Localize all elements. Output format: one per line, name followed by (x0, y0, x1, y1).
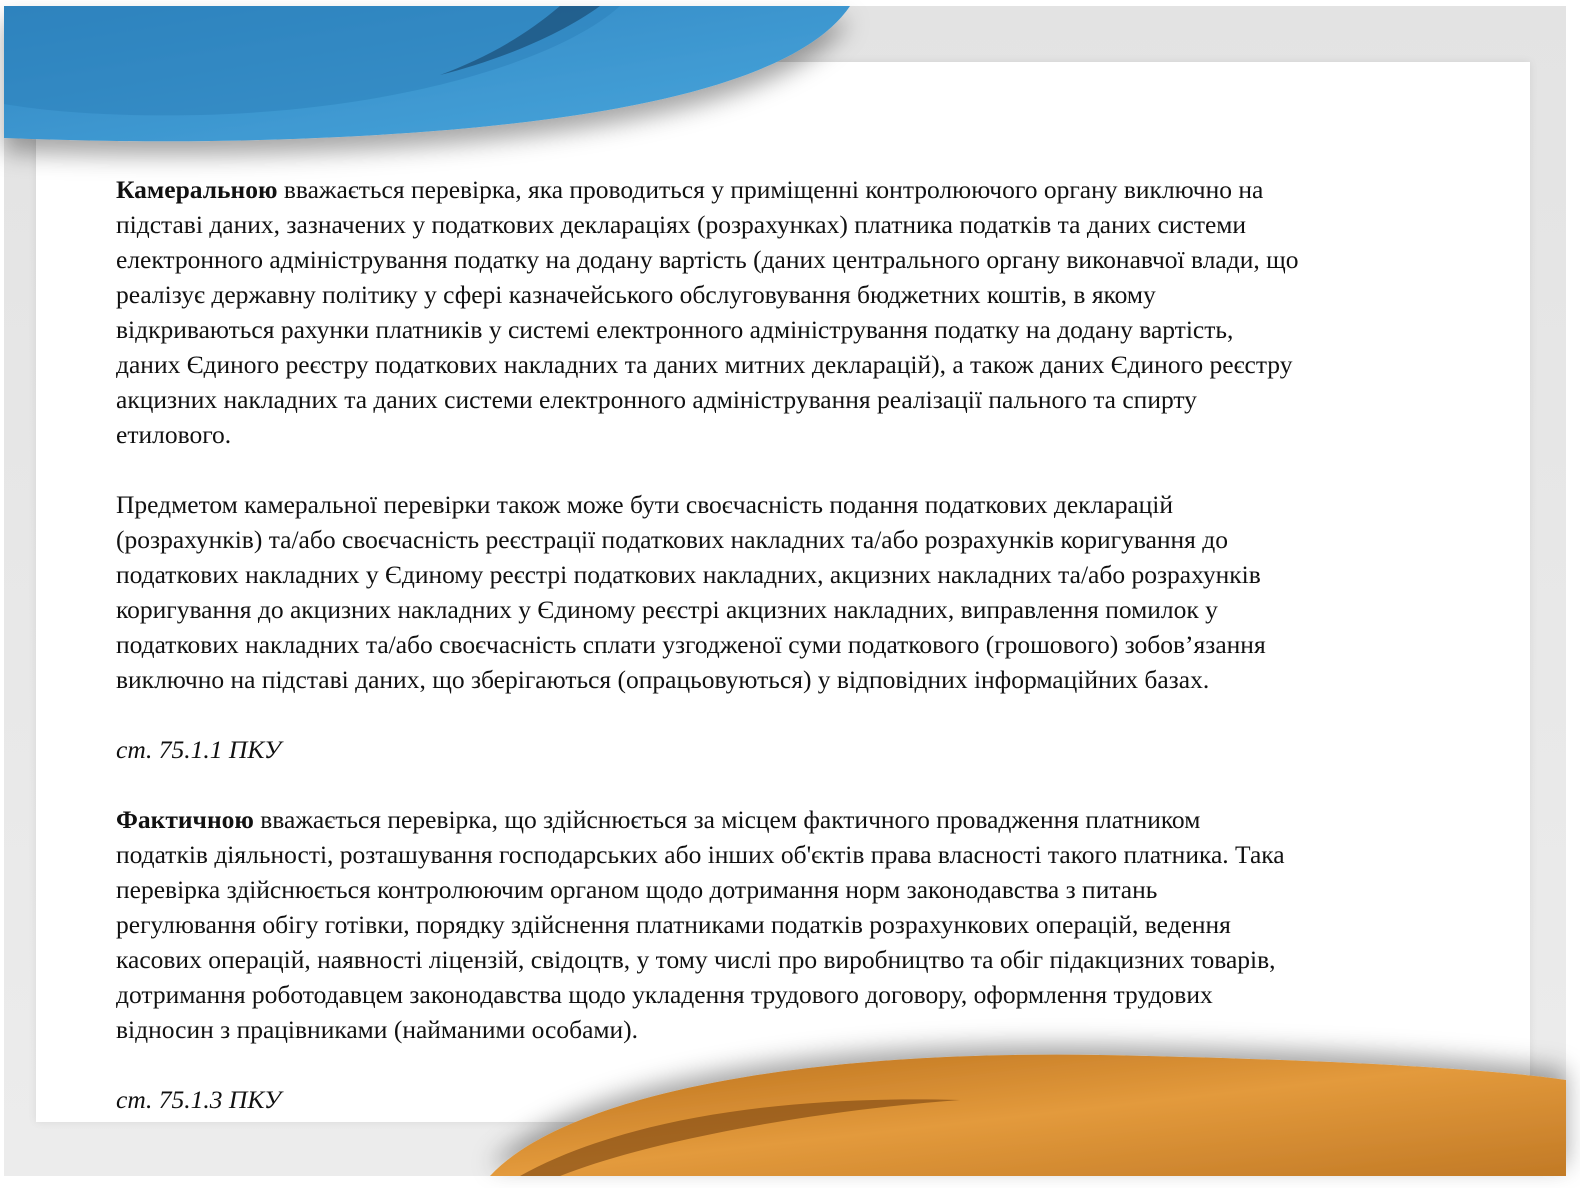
text-line: (розрахунків) та/або своєчасність реєстрації податкових накладних та/або розрахунків коригування до (116, 525, 1229, 554)
text-line: вважається перевірка, що здійснюється за місцем фактичного провадження платником (253, 805, 1201, 834)
paragraph-cameral-audit (116, 172, 1536, 452)
slide-content (116, 172, 1536, 1152)
text-line: відносин з працівниками (найманими особами). (116, 1015, 639, 1044)
paragraph-actual-audit (116, 802, 1536, 1047)
text-line: електронного адміністрування податку на додану вартість (даних центрального органу виконавчої влади, що (116, 245, 1299, 274)
text-line: акцизних накладних та даних системи електронного адміністрування реалізації пального та спирту (116, 385, 1197, 414)
term-cameral: Камеральною (116, 175, 278, 204)
text-line: реалізує державну політику у сфері казначейського обслуговування бюджетних коштів, в якому (116, 280, 1156, 309)
text-line: підставі даних, зазначених у податкових деклараціях (розрахунках) платника податків та даних системи (116, 210, 1247, 239)
text-line: перевірка здійснюється контролюючим органом щодо дотримання норм законодавства з питань (116, 875, 1158, 904)
text-line: виключно на підставі даних, що зберігаються (опрацьовуються) у відповідних інформаційних базах. (116, 665, 1210, 694)
citation-75-1-1: ст. 75.1.1 ПКУ (116, 735, 282, 764)
paragraph-cameral-subject (116, 487, 1536, 697)
text-line: коригування до акцизних накладних у Єдиному реєстрі акцизних накладних, виправлення помилок у (116, 595, 1218, 624)
text-line: вважається перевірка, яка проводиться у приміщенні контролюючого органу виключно на (277, 175, 1264, 204)
text-line: даних Єдиного реєстру податкових накладних та даних митних декларацій), а також даних Єдиного реєстру (116, 350, 1293, 379)
text-line: касових операцій, наявності ліцензій, свідоцтв, у тому числі про виробництво та обіг підакцизних товарів, (116, 945, 1276, 974)
citation-75-1-3: ст. 75.1.3 ПКУ (116, 1085, 282, 1114)
text-line: податків діяльності, розташування господарських або інших об'єктів права власності такого платника. Така (116, 840, 1285, 869)
text-line: податкових накладних та/або своєчасність сплати узгодженої суми податкового (грошового) зобов’язання (116, 630, 1266, 659)
text-line: регулювання обігу готівки, порядку здійснення платниками податків розрахункових операцій, ведення (116, 910, 1231, 939)
term-actual: Фактичною (116, 805, 254, 834)
text-line: Предметом камеральної перевірки також може бути своєчасність подання податкових декларацій (116, 490, 1174, 519)
text-line: дотримання роботодавцем законодавства щодо укладення трудового договору, оформлення трудових (116, 980, 1213, 1009)
text-line: етилового. (116, 420, 232, 449)
text-line: податкових накладних у Єдиному реєстрі податкових накладних, акцизних накладних та/або розрахунків (116, 560, 1261, 589)
text-line: відкриваються рахунки платників у системі електронного адміністрування податку на додану вартість, (116, 315, 1234, 344)
